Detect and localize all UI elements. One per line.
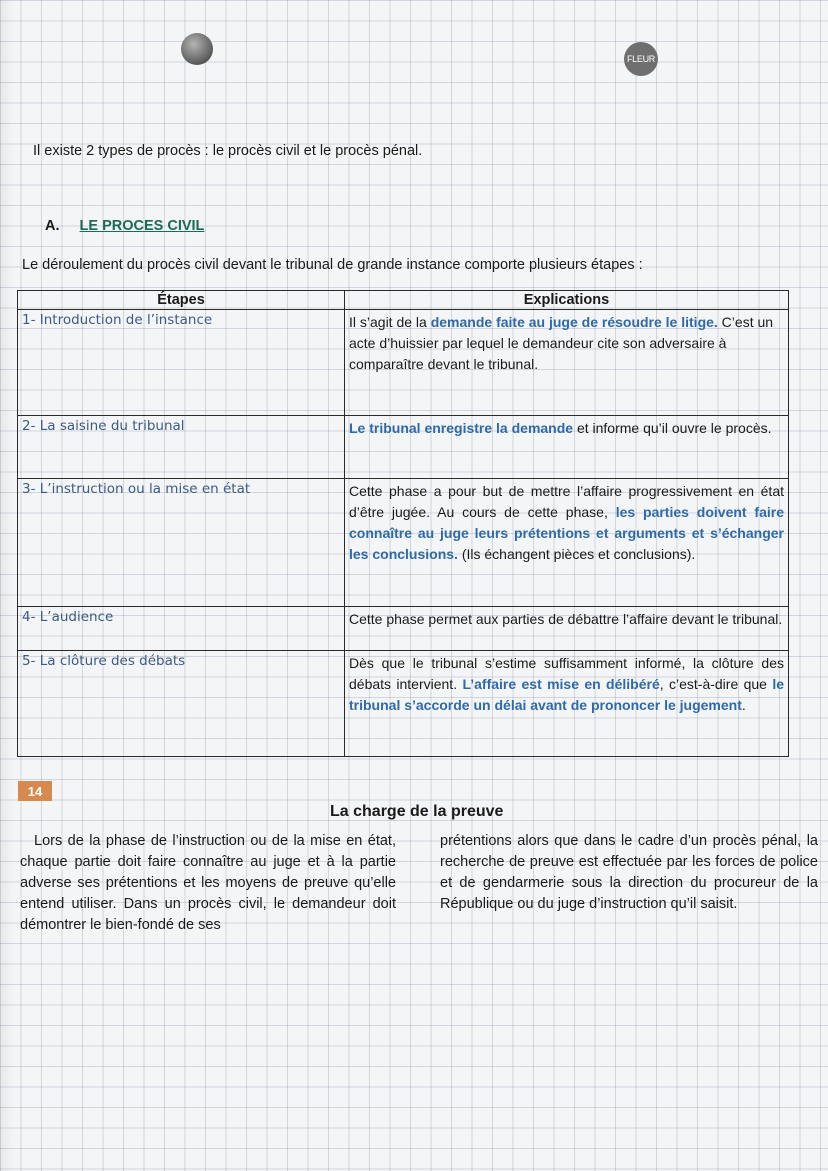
- header-steps: Étapes: [18, 291, 345, 310]
- explanation-text: Cette phase permet aux parties de débattre l’affaire devant le tribunal.: [349, 611, 783, 627]
- explanation-text: .: [741, 697, 746, 713]
- header-explanations: Explications: [345, 291, 789, 310]
- article-badge: 14: [18, 781, 52, 801]
- explanation-text: (Ils échangent pièces et conclusions).: [457, 546, 696, 562]
- highlighted-phrase: les parties doivent faire connaître au juge leurs prétentions et arguments et s’échanger les conclusions.: [349, 504, 784, 562]
- table-intro: Le déroulement du procès civil devant le tribunal de grande instance comporte plusieurs étapes :: [22, 257, 643, 273]
- explanation-text: Il s’agit de la: [349, 314, 431, 330]
- article-column-right: prétentions alors que dans le cadre d’un procès pénal, la recherche de preuve est effectuée par les forces de police et de gendarmerie sous la direction du procureur de la République ou du juge d’instruction qu’il saisit.: [440, 833, 818, 912]
- explanation-text: C’est un acte d’huissier par lequel le demandeur cite son adversaire à comparaître devant le tribunal.: [349, 314, 774, 372]
- highlighted-phrase: L’affaire est mise en délibéré: [462, 676, 660, 692]
- section-heading: [45, 218, 204, 234]
- step-cell: 3- L’instruction ou la mise en état: [18, 479, 345, 607]
- intro-text: Il existe 2 types de procès : le procès civil et le procès pénal.: [33, 143, 423, 159]
- explanation-text: , c’est-à-dire que: [659, 676, 773, 692]
- explanation-cell: [345, 607, 789, 651]
- table-row: [18, 651, 789, 757]
- explanation-text: Cette phase a pour but de mettre l’affaire progressivement en état d’être jugée. Au cours de cette phase,: [349, 483, 784, 520]
- explanation-cell: [345, 651, 789, 757]
- table-row: [18, 310, 789, 416]
- table-header-row: [18, 291, 789, 310]
- explanation-text: et informe qu’il ouvre le procès.: [573, 420, 772, 436]
- punch-hole: [181, 33, 213, 65]
- step-cell: 1- Introduction de l’instance: [18, 310, 345, 416]
- section-letter: A.: [45, 218, 60, 234]
- step-cell: 2- La saisine du tribunal: [18, 416, 345, 479]
- table-row: [18, 607, 789, 651]
- table-row: [18, 479, 789, 607]
- highlighted-phrase: Le tribunal enregistre la demande: [349, 420, 574, 436]
- article-title: La charge de la preuve: [330, 803, 504, 820]
- highlighted-phrase: le tribunal s’accorde un délai avant de prononcer le jugement: [349, 676, 784, 713]
- step-cell: 4- L’audience: [18, 607, 345, 651]
- step-cell: 5- La clôture des débats: [18, 651, 345, 757]
- page-edge: [0, 0, 14, 1171]
- table-row: [18, 416, 789, 479]
- explanation-cell: [345, 310, 789, 416]
- explanation-text: Dès que le tribunal s’estime suffisamment informé, la clôture des débats intervient.: [349, 655, 784, 692]
- brand-logo: FLEUR: [624, 42, 658, 76]
- highlighted-phrase: demande faite au juge de résoudre le litige.: [430, 314, 718, 330]
- explanation-cell: [345, 416, 789, 479]
- article-column-left: Lors de la phase de l’instruction ou de la mise en état, chaque partie doit faire connaître au juge et à la partie adverse ses prétentions et les moyens de preuve qu’elle entend utiliser. Dans un procès civil, le demandeur doit démontrer le bien-fondé de ses: [20, 833, 396, 933]
- steps-table: [17, 290, 789, 757]
- explanation-cell: [345, 479, 789, 607]
- section-title: LE PROCES CIVIL: [79, 218, 205, 234]
